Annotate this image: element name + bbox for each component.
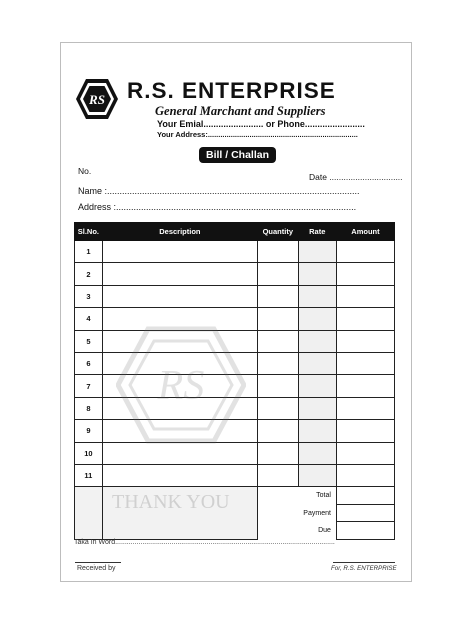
due-amount-field[interactable]: [336, 522, 394, 540]
company-tagline: General Marchant and Suppliers: [155, 104, 326, 118]
row-rate-cell[interactable]: [298, 352, 336, 374]
row-amount-cell[interactable]: [336, 285, 394, 307]
row-sl-no-cell: 11: [75, 464, 103, 486]
company-address-line: Your Address:........................................................................: [157, 130, 358, 139]
header-sl-no: Sl.No.: [75, 223, 103, 241]
row-description-cell[interactable]: [102, 285, 257, 307]
row-sl-no-cell: 8: [75, 397, 103, 419]
table-row: [75, 420, 395, 442]
row-rate-cell[interactable]: [298, 308, 336, 330]
row-description-cell[interactable]: [102, 308, 257, 330]
row-sl-no-cell: 10: [75, 442, 103, 464]
row-quantity-cell[interactable]: [257, 464, 298, 486]
row-sl-no-cell: 9: [75, 420, 103, 442]
row-rate-cell[interactable]: [298, 375, 336, 397]
bill-number-field[interactable]: No.: [78, 166, 92, 176]
header-quantity: Quantity: [257, 223, 298, 241]
row-description-cell[interactable]: [102, 241, 257, 263]
contact-line: Your Emial........................ or Phone........................: [157, 119, 365, 129]
row-quantity-cell[interactable]: [257, 308, 298, 330]
table-row: [75, 375, 395, 397]
table-row: [75, 241, 395, 263]
row-sl-no-cell: 1: [75, 241, 103, 263]
logo-text: RS: [89, 92, 105, 107]
company-signature-line: [333, 562, 395, 563]
company-name: R.S. ENTERPRISE: [127, 78, 336, 103]
table-row: [75, 397, 395, 419]
row-sl-no-cell: 2: [75, 263, 103, 285]
table-row: [75, 263, 395, 285]
payment-label: Payment: [257, 504, 336, 522]
row-rate-cell[interactable]: [298, 263, 336, 285]
row-rate-cell[interactable]: [298, 420, 336, 442]
doc-title-badge: Bill / Challan: [199, 147, 276, 163]
row-quantity-cell[interactable]: [257, 263, 298, 285]
row-description-cell[interactable]: [102, 375, 257, 397]
row-rate-cell[interactable]: [298, 330, 336, 352]
svg-text:RS: RS: [157, 363, 205, 409]
table-row: [75, 330, 395, 352]
row-quantity-cell[interactable]: [257, 397, 298, 419]
row-amount-cell[interactable]: [336, 352, 394, 374]
row-quantity-cell[interactable]: [257, 442, 298, 464]
row-description-cell[interactable]: [102, 352, 257, 374]
header-rate: Rate: [298, 223, 336, 241]
due-label: Due: [257, 522, 336, 540]
row-quantity-cell[interactable]: [257, 375, 298, 397]
row-quantity-cell[interactable]: [257, 241, 298, 263]
total-label: Total: [257, 487, 336, 505]
row-description-cell[interactable]: [102, 442, 257, 464]
table-row: [75, 308, 395, 330]
header-description: Description: [102, 223, 257, 241]
row-description-cell[interactable]: [102, 464, 257, 486]
row-description-cell[interactable]: [102, 263, 257, 285]
row-amount-cell[interactable]: [336, 330, 394, 352]
received-by-label: Received by: [77, 565, 116, 572]
row-rate-cell[interactable]: [298, 285, 336, 307]
row-amount-cell[interactable]: [336, 375, 394, 397]
row-amount-cell[interactable]: [336, 442, 394, 464]
customer-name-field[interactable]: Name :.....................................................................................................: [78, 186, 360, 196]
row-amount-cell[interactable]: [336, 241, 394, 263]
row-description-cell[interactable]: [102, 397, 257, 419]
row-rate-cell[interactable]: [298, 241, 336, 263]
table-row: [75, 352, 395, 374]
bill-sheet: [60, 42, 412, 582]
row-rate-cell[interactable]: [298, 442, 336, 464]
summary-blank-cell: [75, 487, 103, 540]
table-row: [75, 442, 395, 464]
row-amount-cell[interactable]: [336, 263, 394, 285]
row-rate-cell[interactable]: [298, 397, 336, 419]
row-description-cell[interactable]: [102, 420, 257, 442]
row-sl-no-cell: 7: [75, 375, 103, 397]
row-rate-cell[interactable]: [298, 464, 336, 486]
row-amount-cell[interactable]: [336, 464, 394, 486]
row-sl-no-cell: 4: [75, 308, 103, 330]
row-sl-no-cell: 6: [75, 352, 103, 374]
payment-amount-field[interactable]: [336, 504, 394, 522]
taka-in-word-field[interactable]: Taka In Word.................................................................................................................: [74, 539, 335, 546]
row-quantity-cell[interactable]: [257, 352, 298, 374]
header-amount: Amount: [336, 223, 394, 241]
table-header-row: [75, 223, 395, 241]
row-quantity-cell[interactable]: [257, 330, 298, 352]
table-row: [75, 285, 395, 307]
row-sl-no-cell: 5: [75, 330, 103, 352]
table-row: [75, 464, 395, 486]
row-amount-cell[interactable]: [336, 308, 394, 330]
date-field[interactable]: Date ...............................: [309, 172, 403, 182]
thank-you-watermark: THANK YOU: [112, 491, 230, 513]
customer-address-field[interactable]: Address :................................................................................................: [78, 202, 357, 212]
row-quantity-cell[interactable]: [257, 285, 298, 307]
received-signature-line: [75, 562, 121, 563]
row-description-cell[interactable]: [102, 330, 257, 352]
row-sl-no-cell: 3: [75, 285, 103, 307]
total-amount-field[interactable]: [336, 487, 394, 505]
row-amount-cell[interactable]: [336, 420, 394, 442]
row-quantity-cell[interactable]: [257, 420, 298, 442]
row-amount-cell[interactable]: [336, 397, 394, 419]
for-company-label: For, R.S. ENTERPRISE: [331, 565, 397, 572]
rs-logo-icon: [75, 77, 119, 121]
